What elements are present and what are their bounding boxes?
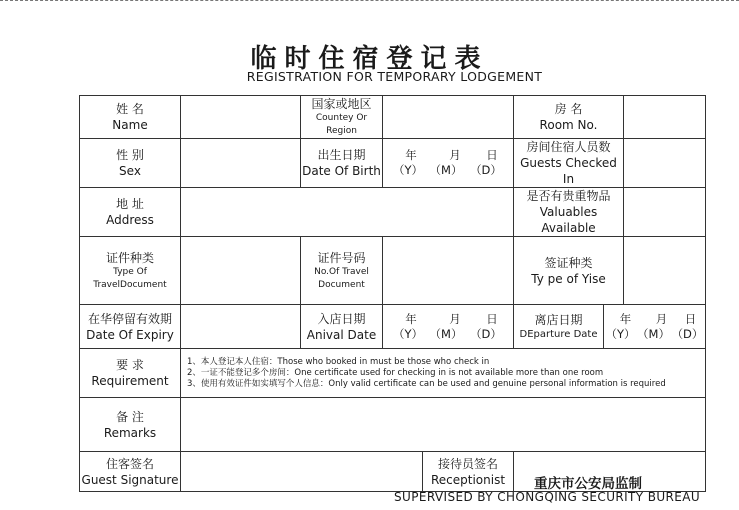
input-cert-no[interactable]	[383, 237, 514, 305]
input-cert-type[interactable]	[181, 237, 301, 305]
form-title-cn: 临时住宿登记表	[250, 44, 489, 74]
requirement-item: 2、一证不能登记多个房间：One certificate used for checking in is not available more than one room	[187, 367, 604, 378]
registration-form-table	[79, 95, 706, 492]
input-room[interactable]	[624, 96, 706, 139]
input-visa-type[interactable]	[624, 237, 706, 305]
label-remarks: 备 注 Remarks	[80, 398, 181, 452]
label-sex: 性 别 Sex	[80, 139, 181, 188]
label-guests: 房间住宿人员数 Guests Checked In	[514, 139, 624, 188]
label-country: 国家或地区 Countey Or Region	[301, 96, 383, 139]
requirements-list	[181, 349, 706, 398]
input-guest-signature[interactable]	[181, 452, 423, 492]
input-valuables[interactable]	[624, 188, 706, 237]
input-sex[interactable]	[181, 139, 301, 188]
input-arrival[interactable]: 年 月 日 （Y） （M） （D）	[383, 305, 514, 349]
form-title-en: REGISTRATION FOR TEMPORARY LODGEMENT	[246, 69, 543, 84]
input-guests[interactable]	[624, 139, 706, 188]
label-cert-type: 证件种类 Type Of TravelDocument	[80, 237, 181, 305]
input-remarks[interactable]	[181, 398, 706, 452]
label-cert-no: 证件号码 No.Of Travel Document	[301, 237, 383, 305]
requirement-item: 3、使用有效证件如实填写个人信息：Only valid certificate can be used and genuine personal information is required	[187, 378, 666, 389]
input-country[interactable]	[383, 96, 514, 139]
label-receptionist: 接待员签名 Receptionist	[423, 452, 514, 492]
label-expiry: 在华停留有效期 Date Of Expiry	[80, 305, 181, 349]
input-expiry[interactable]	[181, 305, 301, 349]
input-departure[interactable]: 年 月 日 （Y） （M） （D）	[604, 305, 706, 349]
input-name[interactable]	[181, 96, 301, 139]
footer-supervisor-cn: 重庆市公安局监制	[534, 476, 642, 492]
label-visa-type: 签证种类 Ty pe of Yise	[514, 237, 624, 305]
label-dob: 出生日期 Date Of Birth	[301, 139, 383, 188]
label-name: 姓 名 Name	[80, 96, 181, 139]
label-requirement: 要 求 Requirement	[80, 349, 181, 398]
footer-supervisor-en: SUPERVISED BY CHONGQING SECURITY BUREAU	[394, 490, 701, 504]
label-valuables: 是否有贵重物品 Valuables Available	[514, 188, 624, 237]
input-dob[interactable]: 年 月 日 （Y） （M） （D）	[383, 139, 514, 188]
label-arrival: 入店日期 Anival Date	[301, 305, 383, 349]
top-cut-line	[0, 0, 739, 3]
label-guest-signature: 住客签名 Guest Signature	[80, 452, 181, 492]
requirement-item: 1、本人登记本人住宿：Those who booked in must be those who check in	[187, 356, 490, 367]
input-address[interactable]	[181, 188, 514, 237]
label-address: 地 址 Address	[80, 188, 181, 237]
label-room: 房 名 Room No.	[514, 96, 624, 139]
label-departure: 离店日期 DEparture Date	[514, 305, 604, 349]
